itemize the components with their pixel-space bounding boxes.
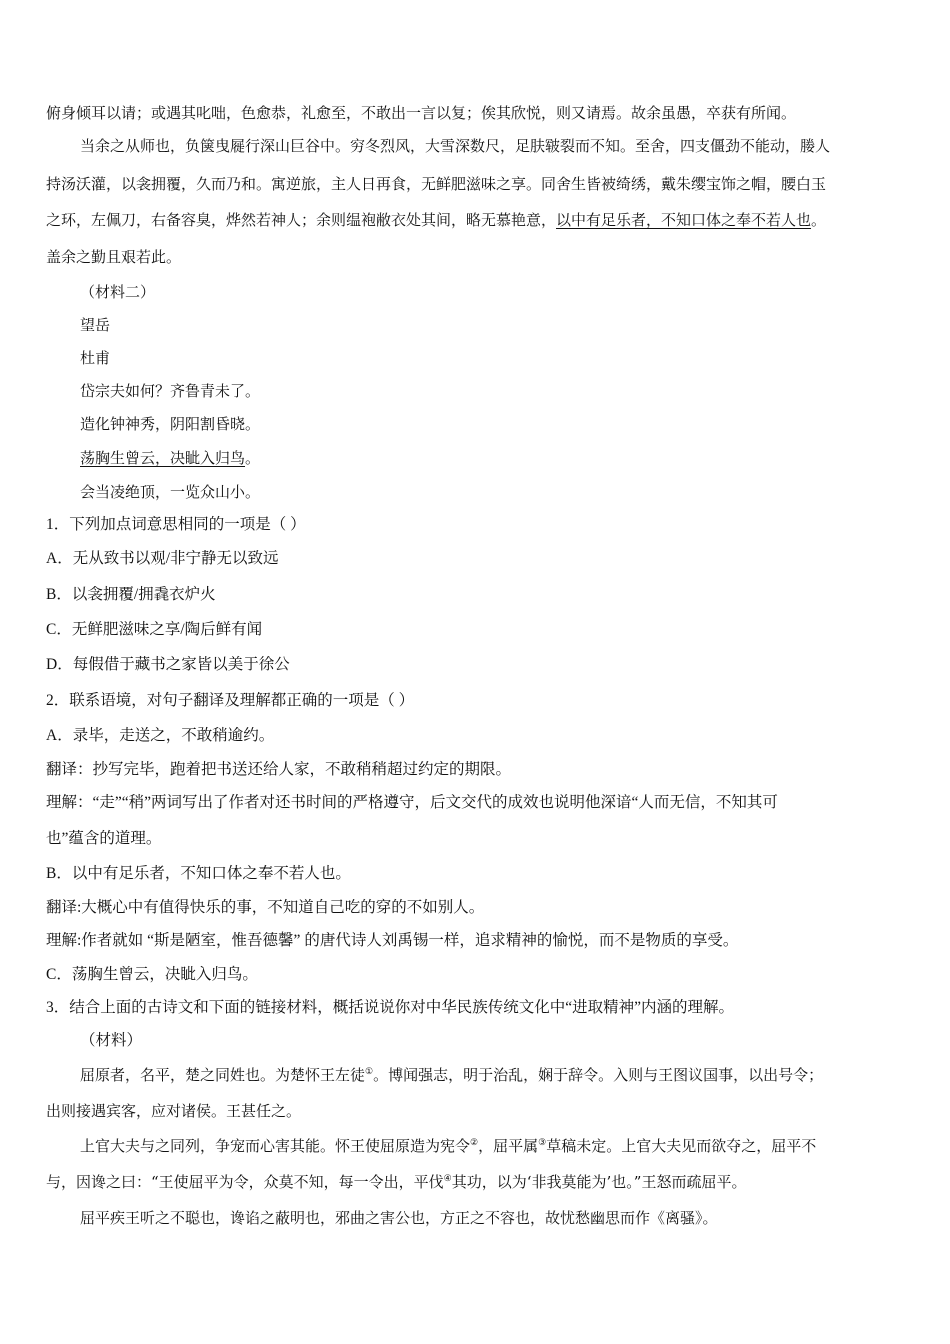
question2-a-understanding-line2: 也”蕴含的道理。 [46,830,162,847]
question2-option-c: C．荡胸生曾云，决眦入归鸟。 [46,966,258,983]
link-material-heading: （材料） [80,1032,143,1049]
material1-paragraph2-line4: 盖余之勤且艰若此。 [46,248,182,266]
poem-title: 望岳 [80,316,111,334]
question2-a-understanding-line1: 理解：“走”“稍”两词写出了作者对还书时间的严格遵守，后文交代的成效也说明他深谙“人而无信，不知其可 [46,794,778,811]
poem-line-3 [80,448,908,468]
link-material-paragraph1-line2: 出则接遇宾客，应对诸侯。王甚任之。 [46,1102,302,1120]
material2-heading: （材料二） [80,283,156,301]
p1-text-b: 。博闻强志，明于治乱，娴于辞令。入则与王图议国事，以出号令； [373,1066,824,1084]
question2-a-translation: 翻译：抄写完毕，跑着把书送还给人家，不敢稍稍超过约定的期限。 [46,761,512,778]
link-material-paragraph2-line1 [80,1136,908,1156]
poem-line-3-end: 。 [245,449,261,467]
p2-line2-text-a: 与，因谗之曰：“王使屈平为令，众莫不知，每一令出，平伐 [46,1173,444,1191]
link-material-paragraph3: 屈平疾王听之不聪也，谗谄之蔽明也，邪曲之害公也，方正之不容也，故忧愁幽思而作《离骚》。 [80,1209,718,1227]
question1-option-c: C．无鲜肥滋味之享/陶后鲜有闻 [46,621,263,638]
footnote-2-marker: ② [470,1138,479,1148]
question1-option-b: B．以衾拥覆/拥毳衣炉火 [46,586,216,603]
material1-paragraph2-line3 [46,210,908,230]
material1-paragraph1-tail: 俯身倾耳以请；或遇其叱咄，色愈恭，礼愈至，不敢出一言以复；俟其欣悦，则又请焉。故余虽愚，卒获有所闻。 [46,104,797,122]
footnote-3-marker: ③ [538,1138,547,1148]
p2-text-b: ，屈平属 [478,1137,539,1155]
question2-option-b: B．以中有足乐者，不知口体之奉不若人也。 [46,865,351,882]
poem-line-1: 岱宗夫如何？齐鲁青未了。 [80,382,261,400]
poem-author: 杜甫 [80,349,111,367]
question2-b-understanding: 理解:作者就如 “斯是陋室，惟吾德馨” 的唐代诗人刘禹锡一样，追求精神的愉悦，而不是物质的享受。 [46,932,739,949]
poem-line-4: 会当凌绝顶，一览众山小。 [80,483,261,501]
question2-b-translation: 翻译:大概心中有值得快乐的事，不知道自己吃的穿的不如别人。 [46,899,485,916]
question1-stem: 1．下列加点词意思相同的一项是（ ） [46,516,306,533]
footnote-1-marker: ① [365,1067,374,1077]
question1-option-a: A．无从致书以观/非宁静无以致远 [46,550,279,567]
p2-line2-text-b: 其功，以为‘非我莫能为’也。”王怒而疏屈平。 [451,1173,747,1191]
p1-text-a: 屈原者，名平，楚之同姓也。为楚怀王左徒 [80,1066,366,1084]
underlined-poem-line: 荡胸生曾云，决眦入归鸟 [80,449,246,467]
question2-option-a: A．录毕，走送之，不敢稍逾约。 [46,727,275,744]
line3-end: 。 [811,211,827,229]
underlined-sentence: 以中有足乐者，不知口体之奉不若人也 [556,211,812,229]
material1-paragraph2-line2: 持汤沃灌，以衾拥覆，久而乃和。寓逆旅，主人日再食，无鲜肥滋味之享。同舍生皆被绮绣，戴朱缨宝饰之帽，腰白玉 [46,175,827,193]
p2-text-a: 上官大夫与之同列，争宠而心害其能。怀王使屈原造为宪令 [80,1137,471,1155]
question3-stem: 3．结合上面的古诗文和下面的链接材料，概括说说你对中华民族传统文化中“进取精神”内涵的理解。 [46,999,735,1016]
line3-text: 之环，左佩刀，右备容臭，烨然若神人；余则缊袍敝衣处其间，略无慕艳意， [46,211,557,229]
link-material-paragraph2-line2 [46,1172,908,1192]
link-material-paragraph1-line1 [80,1065,908,1085]
p2-text-c: 草稿未定。上官大夫见而欲夺之，屈平不 [546,1137,817,1155]
question2-stem: 2．联系语境，对句子翻译及理解都正确的一项是（ ） [46,692,415,709]
question1-option-d: D．每假借于藏书之家皆以美于徐公 [46,656,290,673]
poem-line-2: 造化钟神秀，阴阳割昏晓。 [80,415,261,433]
footnote-4-marker: ④ [443,1174,452,1184]
material1-paragraph2-line1: 当余之从师也，负箧曳屣行深山巨谷中。穷冬烈风，大雪深数尺，足肤皲裂而不知。至舍，四支僵劲不能动，媵人 [80,137,831,155]
